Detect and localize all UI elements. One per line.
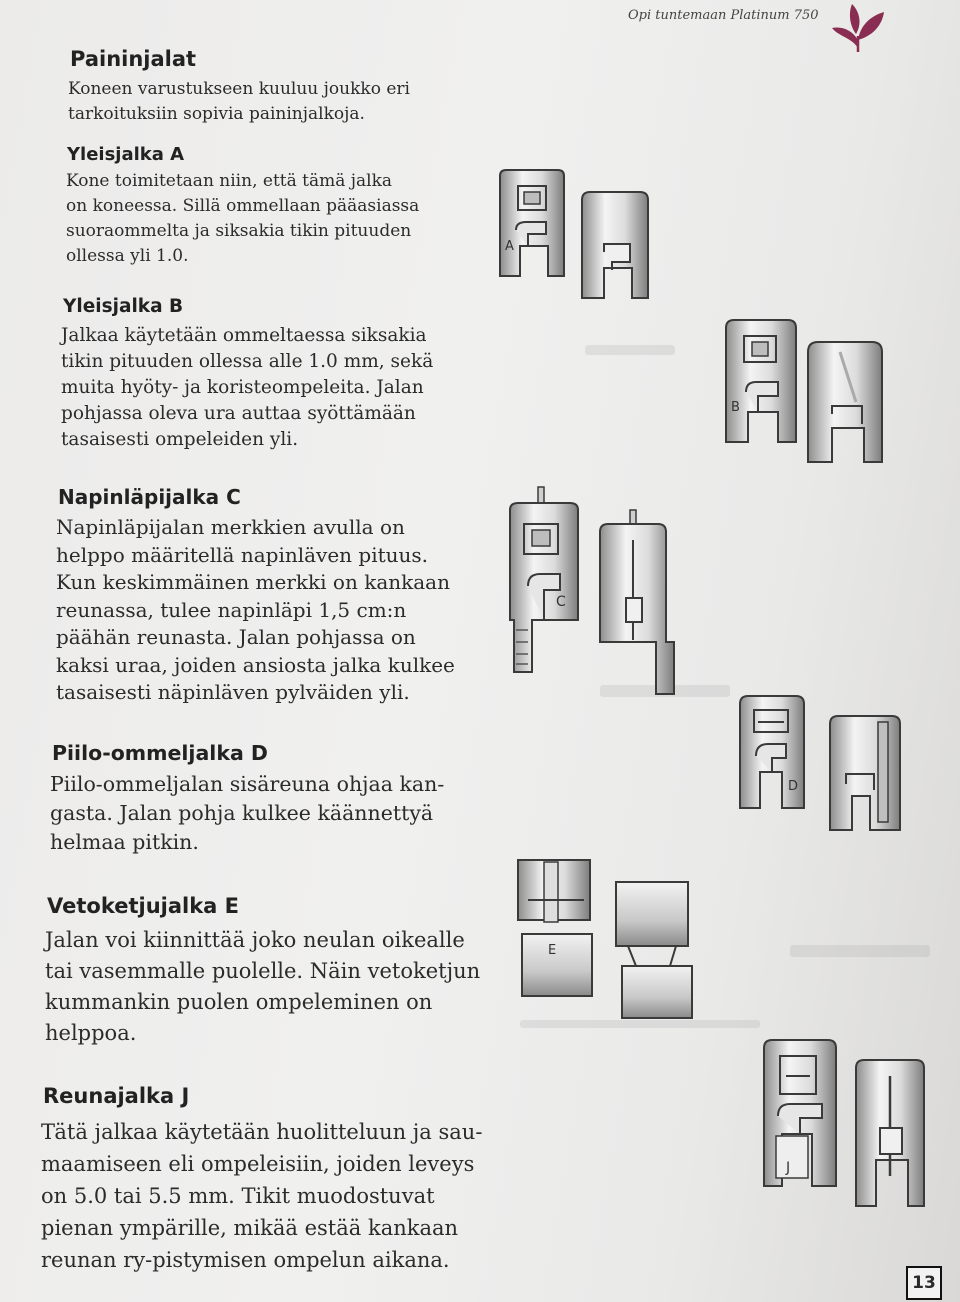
section-title-b: Yleisjalka B bbox=[63, 296, 184, 317]
text-line: Koneen varustukseen kuuluu joukko eri bbox=[68, 79, 410, 99]
text-line: helppoa. bbox=[45, 1021, 137, 1045]
text-line: maamiseen eli ompeleisiin, joiden leveys bbox=[41, 1152, 475, 1176]
text-line: Jalkaa käytetään ommeltaessa siksakia bbox=[61, 325, 427, 346]
text-line: pohjassa oleva ura auttaa syöttämään bbox=[61, 403, 416, 424]
running-title: Opi tuntemaan Platinum 750 bbox=[628, 8, 819, 23]
foot-e-label: E bbox=[548, 943, 557, 958]
section-title-e: Vetoketjujalka E bbox=[47, 894, 240, 918]
page-number: 13 bbox=[906, 1266, 942, 1300]
text-line: kummankin puolen ompeleminen on bbox=[45, 990, 433, 1014]
text-line: tai vasemmalle puolelle. Näin vetoketjun bbox=[45, 959, 481, 983]
foot-a-bottom-icon bbox=[582, 192, 648, 298]
section-title-j: Reunajalka J bbox=[43, 1084, 190, 1108]
text-line: ollessa yli 1.0. bbox=[66, 246, 189, 266]
foot-c-bottom-icon bbox=[600, 510, 674, 694]
text-line: Napinläpijalan merkkien avulla on bbox=[56, 515, 405, 539]
foot-e-bottom-icon bbox=[616, 882, 692, 1018]
foot-b-bottom-icon bbox=[808, 342, 882, 462]
foot-d-label: D bbox=[788, 779, 799, 794]
foot-c-label: C bbox=[556, 594, 566, 610]
page-title: Paininjalat bbox=[70, 47, 197, 71]
foot-j-top-icon bbox=[764, 1040, 836, 1186]
text-line: suoraommelta ja siksakia tikin pituuden bbox=[66, 221, 412, 241]
text-line: reunan ry-pistymisen ompelun aikana. bbox=[41, 1248, 450, 1272]
foot-j-bottom-icon bbox=[856, 1060, 924, 1206]
foot-b-top-icon bbox=[726, 320, 796, 442]
foot-c-top-icon bbox=[510, 487, 578, 672]
text-line: tasaisesti ompeleiden yli. bbox=[61, 429, 299, 450]
section-title-a: Yleisjalka A bbox=[67, 144, 185, 165]
text-line: tasaisesti näpinläven pylväiden yli. bbox=[56, 680, 410, 704]
foot-a-top-icon bbox=[500, 170, 564, 276]
text-line: Kun keskimmäinen merkki on kankaan bbox=[56, 570, 450, 594]
text-line: gasta. Jalan pohja kulkee käännettyä bbox=[50, 801, 434, 825]
foot-d-top-icon bbox=[740, 696, 804, 808]
text-line: helppo määritellä napinläven pituus. bbox=[56, 542, 429, 567]
foot-e-top-icon bbox=[518, 860, 592, 996]
text-line: on koneessa. Sillä ommellaan pääasiassa bbox=[66, 196, 420, 216]
foot-j-label: J bbox=[786, 1160, 791, 1176]
text-line: kaksi uraa, joiden ansiosta jalka kulkee bbox=[56, 652, 455, 677]
text-line: tikin pituuden ollessa alle 1.0 mm, sekä bbox=[61, 351, 434, 372]
section-title-c: Napinläpijalka C bbox=[58, 485, 241, 509]
text-line: tarkoituksiin sopivia paininjalkoja. bbox=[68, 104, 365, 124]
text-line: muita hyöty- ja koristeompeleita. Jalan bbox=[61, 377, 424, 398]
foot-d-bottom-icon bbox=[830, 716, 900, 830]
text-line: Piilo-ommeljalan sisäreuna ohjaa kan- bbox=[50, 772, 445, 796]
text-line: helmaa pitkin. bbox=[50, 830, 199, 854]
text-line: Jalan voi kiinnittää joko neulan oikealle bbox=[45, 928, 465, 952]
foot-b-label: B bbox=[731, 400, 740, 415]
text-line: Tätä jalkaa käytetään huolitteluun ja sau- bbox=[41, 1120, 483, 1144]
text-line: pienan ympärille, mikää estää kankaan bbox=[41, 1216, 459, 1240]
text-line: päähän reunasta. Jalan pohjassa on bbox=[56, 625, 416, 649]
section-title-d: Piilo-ommeljalka D bbox=[52, 741, 268, 765]
text-line: Kone toimitetaan niin, että tämä jalka bbox=[66, 171, 393, 191]
text-line: on 5.0 tai 5.5 mm. Tikit muodostuvat bbox=[41, 1184, 435, 1208]
text-line: reunassa, tulee napinläpi 1,5 cm:n bbox=[56, 597, 407, 622]
foot-a-label: A bbox=[505, 239, 514, 254]
